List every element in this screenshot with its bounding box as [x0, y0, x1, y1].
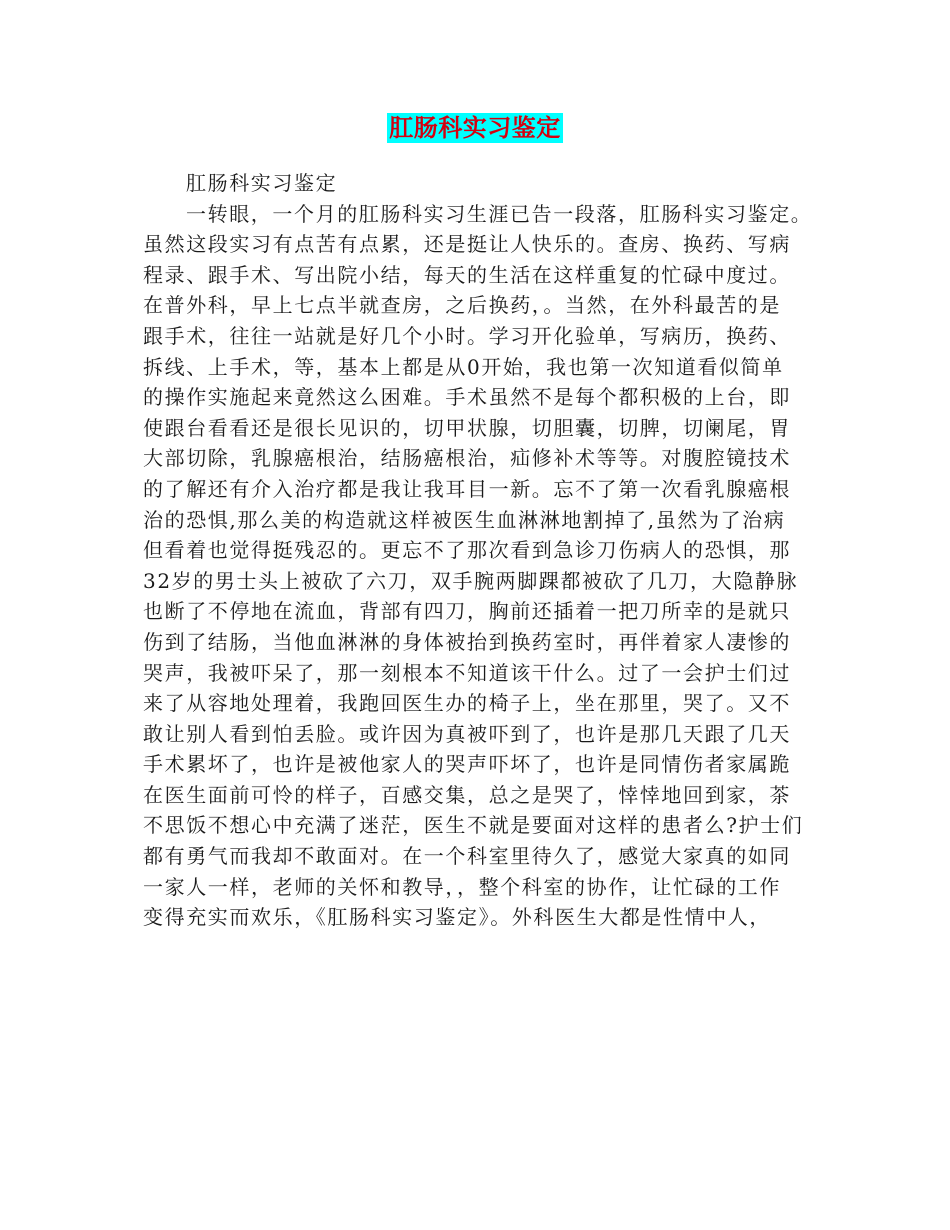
body-line: 在医生面前可怜的样子，百感交集，总之是哭了，悻悻地回到家，茶 [143, 782, 791, 807]
body-line: 也断了不停地在流血，背部有四刀，胸前还插着一把刀所幸的是就只 [143, 599, 791, 624]
title-wrap [0, 113, 950, 143]
document-subtitle: 肛肠科实习鉴定 [186, 171, 338, 195]
body-line: 变得充实而欢乐，《肛肠科实习鉴定》。外科医生大都是性情中人， [143, 905, 771, 930]
body-line: 伤到了结肠，当他血淋淋的身体被抬到换药室时，再伴着家人凄惨的 [143, 629, 791, 654]
body-line: 32岁的男士头上被砍了六刀，双手腕两脚踝都被砍了几刀，大隐静脉 [143, 568, 799, 593]
body-line: 敢让别人看到怕丢脸。或许因为真被吓到了，也许是那几天跟了几天 [143, 721, 791, 746]
document-body [143, 168, 823, 933]
body-line: 但看着也觉得挺残忍的。更忘不了那次看到急诊刀伤病人的恐惧，那 [143, 538, 791, 563]
body-line: 的了解还有介入治疗都是我让我耳目一新。忘不了第一次看乳腺癌根 [143, 476, 791, 501]
body-line: 不思饭不想心中充满了迷茫，医生不就是要面对这样的患者么?护士们 [143, 813, 804, 838]
document-title: 肛肠科实习鉴定 [389, 114, 561, 142]
body-line: 拆线、上手术，等，基本上都是从0开始，我也第一次知道看似简单 [143, 354, 784, 379]
body-line: 一家人一样，老师的关怀和教导，，整个科室的协作，让忙碌的工作 [143, 874, 781, 899]
body-line: 程录、跟手术、写出院小结，每天的生活在这样重复的忙碌中度过。 [143, 262, 791, 287]
body-line: 虽然这段实习有点苦有点累，还是挺让人快乐的。查房、换药、写病 [143, 232, 791, 257]
body-line: 来了从容地处理着，我跑回医生办的椅子上，坐在那里，哭了。又不 [143, 691, 791, 716]
body-line: 的操作实施起来竟然这么困难。手术虽然不是每个都积极的上台，即 [143, 385, 791, 410]
body-line: 跟手术，往往一站就是好几个小时。学习开化验单，写病历，换药、 [143, 323, 791, 348]
body-line: 哭声，我被吓呆了，那一刻根本不知道该干什么。过了一会护士们过 [143, 660, 791, 685]
body-line: 都有勇气而我却不敢面对。在一个科室里待久了，感觉大家真的如同 [143, 844, 791, 869]
body-line: 使跟台看看还是很长见识的，切甲状腺，切胆囊，切脾，切阑尾，胃 [143, 415, 791, 440]
body-line: 一转眼，一个月的肛肠科实习生涯已告一段落，肛肠科实习鉴定。 [186, 201, 813, 226]
body-line: 治的恐惧,那么美的构造就这样被医生血淋淋地割掉了,虽然为了治病 [143, 507, 786, 532]
body-line: 在普外科，早上七点半就查房，之后换药，。当然，在外科最苦的是 [143, 293, 781, 318]
body-line: 手术累坏了，也许是被他家人的哭声吓坏了，也许是同情伤者家属跪 [143, 752, 791, 777]
body-line: 大部切除，乳腺癌根治，结肠癌根治，疝修补术等等。对腹腔镜技术 [143, 446, 791, 471]
